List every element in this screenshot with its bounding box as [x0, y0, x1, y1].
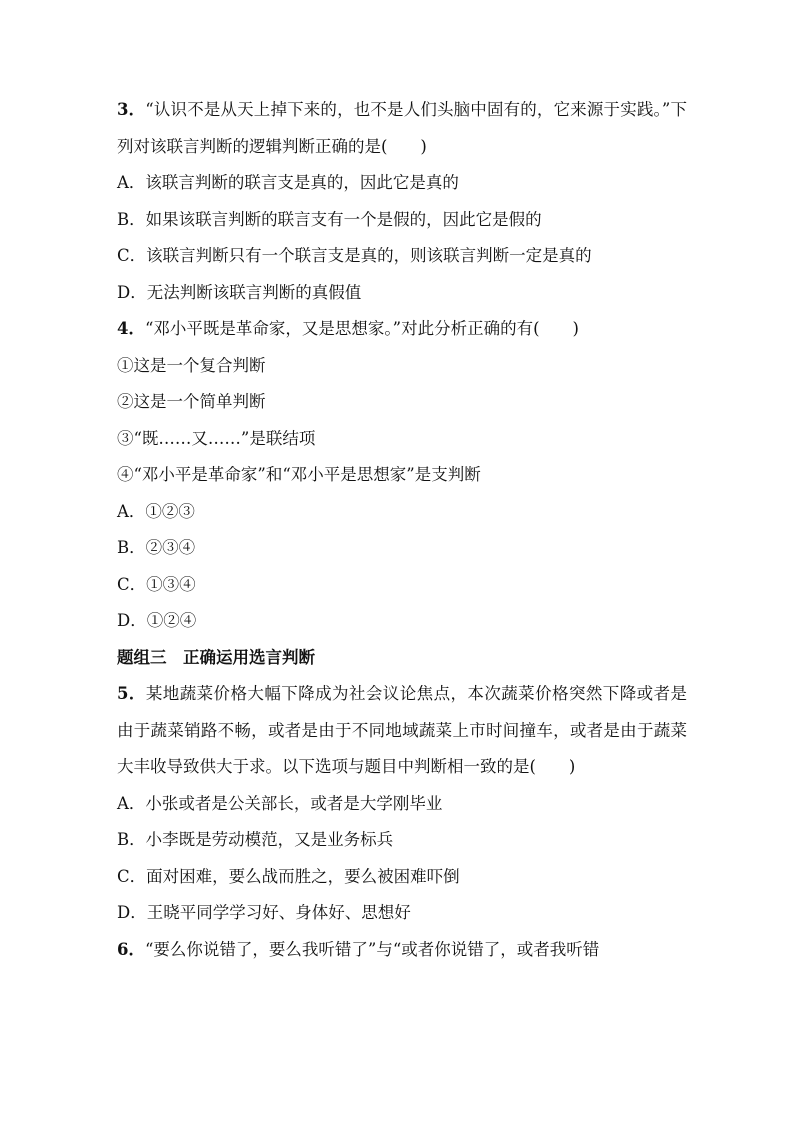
question-5-option-a: A．小张或者是公关部长，或者是大学刚毕业 — [117, 793, 443, 813]
question-5-option-b: B．小李既是劳动模范，又是业务标兵 — [117, 830, 394, 849]
worksheet-page — [117, 92, 687, 968]
question-number: 6． — [117, 939, 145, 959]
question-4-option-d: D．①②④ — [117, 611, 197, 630]
question-3-option-d: D．无法判断该联言判断的真假值 — [117, 282, 362, 302]
section-heading: 题组三 正确运用选言判断 — [117, 647, 315, 667]
question-4-statement-4: ④“邓小平是革命家”和“邓小平是思想家”是支判断 — [117, 465, 481, 484]
question-number: 5． — [117, 684, 146, 703]
question-4-option-c: C．①③④ — [117, 574, 196, 594]
question-4-option-b: B．②③④ — [117, 538, 196, 557]
question-4-stem: 4．“邓小平既是革命家，又是思想家。”对此分析正确的有( ) — [117, 319, 579, 338]
question-5-stem: 5．某地蔬菜价格大幅下降成为社会议论焦点，本次蔬菜价格突然下降或者是由于蔬菜销路不畅，或者是由于不同地域蔬菜上市时间撞车，或者是由于蔬菜大丰收导致供大于求。以下选项与题目中判断相一致的是( ) — [117, 684, 688, 776]
question-3-stem: 3．“认识不是从天上掉下来的，也不是人们头脑中固有的，它来源于实践。”下列对该联言判断的逻辑判断正确的是( ) — [117, 100, 688, 156]
question-3-option-c: C．该联言判断只有一个联言支是真的，则该联言判断一定是真的 — [117, 246, 592, 265]
question-5-option-c: C．面对困难，要么战而胜之，要么被困难吓倒 — [117, 866, 460, 886]
question-4-statement-3: ③“既……又……”是联结项 — [117, 428, 316, 448]
question-4-statement-1: ①这是一个复合判断 — [117, 355, 266, 375]
question-number: 3． — [117, 100, 146, 119]
question-3-option-a: A．该联言判断的联言支是真的，因此它是真的 — [117, 173, 459, 192]
question-3-option-b: B．如果该联言判断的联言支有一个是假的，因此它是假的 — [117, 209, 542, 229]
question-5-option-d: D．王晓平同学学习好、身体好、思想好 — [117, 903, 411, 922]
question-4-option-a: A．①②③ — [117, 501, 195, 521]
question-number: 4． — [117, 319, 145, 338]
question-4-statement-2: ②这是一个简单判断 — [117, 392, 266, 411]
question-6-stem: 6．“要么你说错了，要么我听错了”与“或者你说错了，或者我听错 — [117, 939, 600, 959]
